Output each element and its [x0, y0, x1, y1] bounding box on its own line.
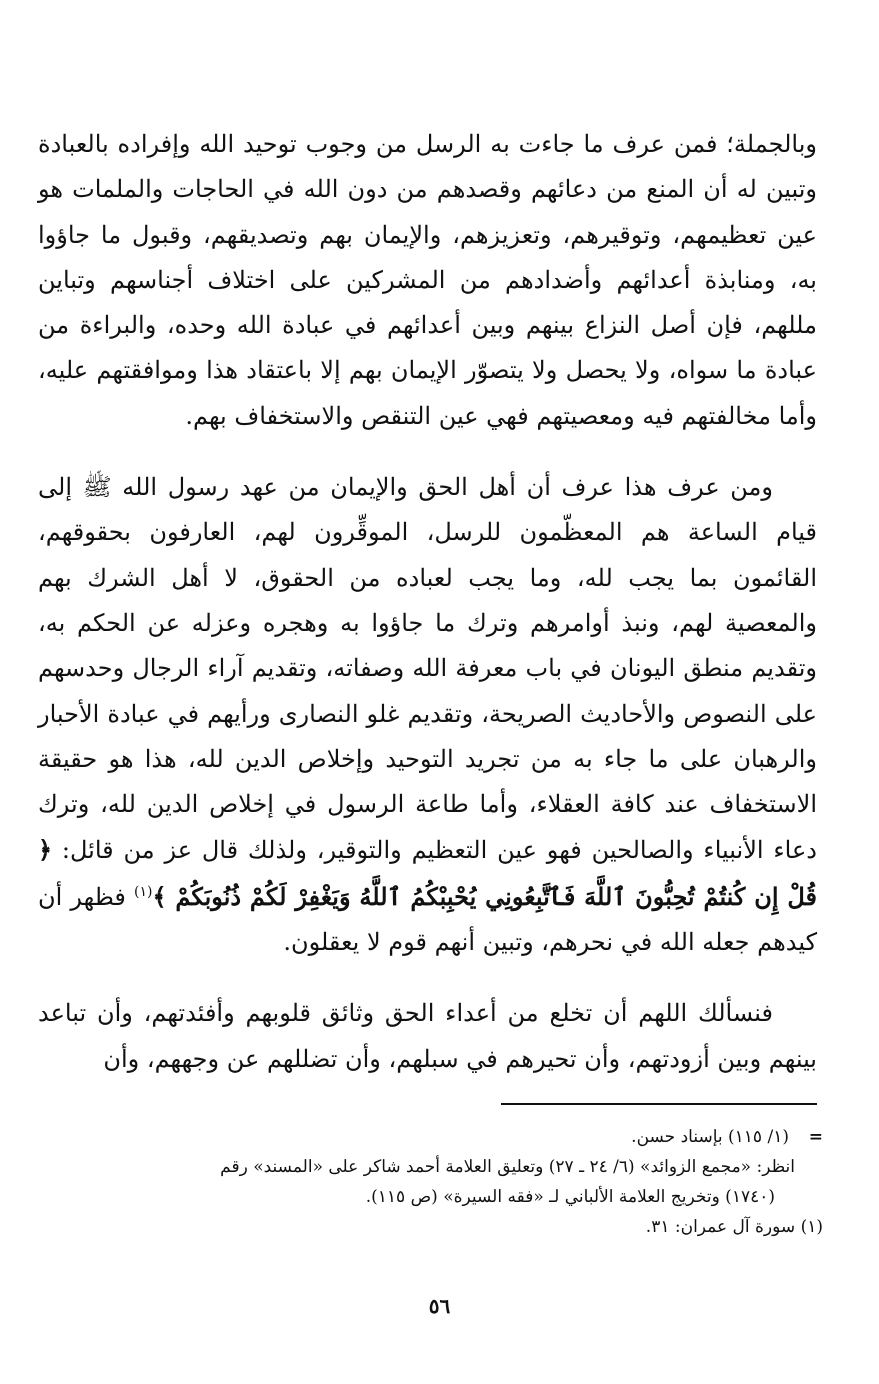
- footnote-line-3: [40, 1182, 823, 1212]
- footnote-separator: [501, 1103, 817, 1105]
- page-number: ٥٦: [428, 1294, 451, 1318]
- paragraph-2: [38, 465, 817, 965]
- footnote-text-4: (١) سورة آل عمران: ٣١.: [645, 1217, 823, 1237]
- continuation-marker: =: [808, 1127, 823, 1147]
- paragraph-2-end-text: فظهر أن كيدهم جعله الله في نحرهم، وتبين أنهم قوم لا يعقلون.: [38, 882, 817, 957]
- paragraph-1-text: وبالجملة؛ فمن عرف ما جاءت به الرسل من وجوب توحيد الله وإفراده بالعبادة وتبين له أن المنع من دعائهم وقصدهم من دون الله في الحاجات والملمات هو عين تعظيمهم، وتوقيرهم، وتعزيزهم، والإيمان بهم وتصديقهم، وقبول ما جاؤوا به، ومنابذة أعدائهم وأضدادهم من المشركين على اختلاف أجناسهم وتباين مللهم، فإن أصل النزاع بينهم وبين أعدائهم في عبادة الله وحده، والبراءة من عبادة ما سواه، ولا يحصل ولا يتصوّر الإيمان بهم إلا باعتقاد هذا وموافقتهم عليه، وأما مخالفتهم فيه ومعصيتهم فهي عين التنقص والاستخفاف بهم.: [38, 130, 817, 430]
- footnote-line-2: [40, 1152, 823, 1182]
- footnote-text-1: (١/ ١١٥) بإسناد حسن.: [631, 1127, 789, 1147]
- paragraph-2-text: ومن عرف هذا عرف أن أهل الحق والإيمان من عهد رسول الله ﷺ إلى قيام الساعة هم المعظّمون للرسل، الموقِّرون لهم، العارفون بحقوقهم، القائمون بما يجب لله، وما يجب لعباده من الحقوق، لا أهل الشرك بهم والمعصية لهم، ونبذ أوامرهم وترك ما جاؤوا به وهجره وعزله عن الحكم به، وتقديم منطق اليونان في باب معرفة الله وصفاته، وتقديم آراء الرجال وحدسهم على النصوص والأحاديث الصريحة، وتقديم غلو النصارى ورأيهم في عبادة الأحبار والرهبان على ما جاء به من تجريد التوحيد وإخلاص الدين لله، هذا هو حقيقة الاستخفاف عند كافة العقلاء، وأما طاعة الرسول في إخلاص الدين لله، وترك دعاء الأنبياء والصالحين فهو عين التعظيم والتوقير، ولذلك قال عز من قائل:: [38, 473, 817, 865]
- footnote-line-4: [40, 1212, 823, 1242]
- paragraph-1: [38, 122, 817, 439]
- paragraph-3-text: فنسألك اللهم أن تخلع من أعداء الحق وثائق قلوبهم وأفئدتهم، وأن تباعد بينهم وبين أزودتهم، وأن تحيرهم في سبلهم، وأن تضللهم عن وجههم، وأن: [38, 999, 817, 1073]
- footnotes: [40, 1122, 823, 1242]
- paragraph-3: [38, 991, 817, 1082]
- footnote-line-1: [40, 1122, 823, 1152]
- footnote-reference[interactable]: (١): [134, 883, 153, 900]
- quran-verse: ﴿ قُلْ إِن كُنتُمْ تُحِبُّونَ ٱللَّهَ فَٱتَّبِعُونِي يُحْبِبْكُمُ ٱللَّهُ وَيَغْفِرْ لَكُمْ ذُنُوبَكُمْ ﴾: [38, 835, 817, 911]
- footnote-text-3: (١٧٤٠) وتخريج العلامة الألباني لـ «فقه السيرة» (ص ١١٥).: [365, 1187, 775, 1207]
- main-text: [38, 122, 817, 1082]
- footnote-text-2: انظر: «مجمع الزوائد» (٦/ ٢٤ ـ ٢٧) وتعليق العلامة أحمد شاكر على «المسند» رقم: [220, 1157, 795, 1177]
